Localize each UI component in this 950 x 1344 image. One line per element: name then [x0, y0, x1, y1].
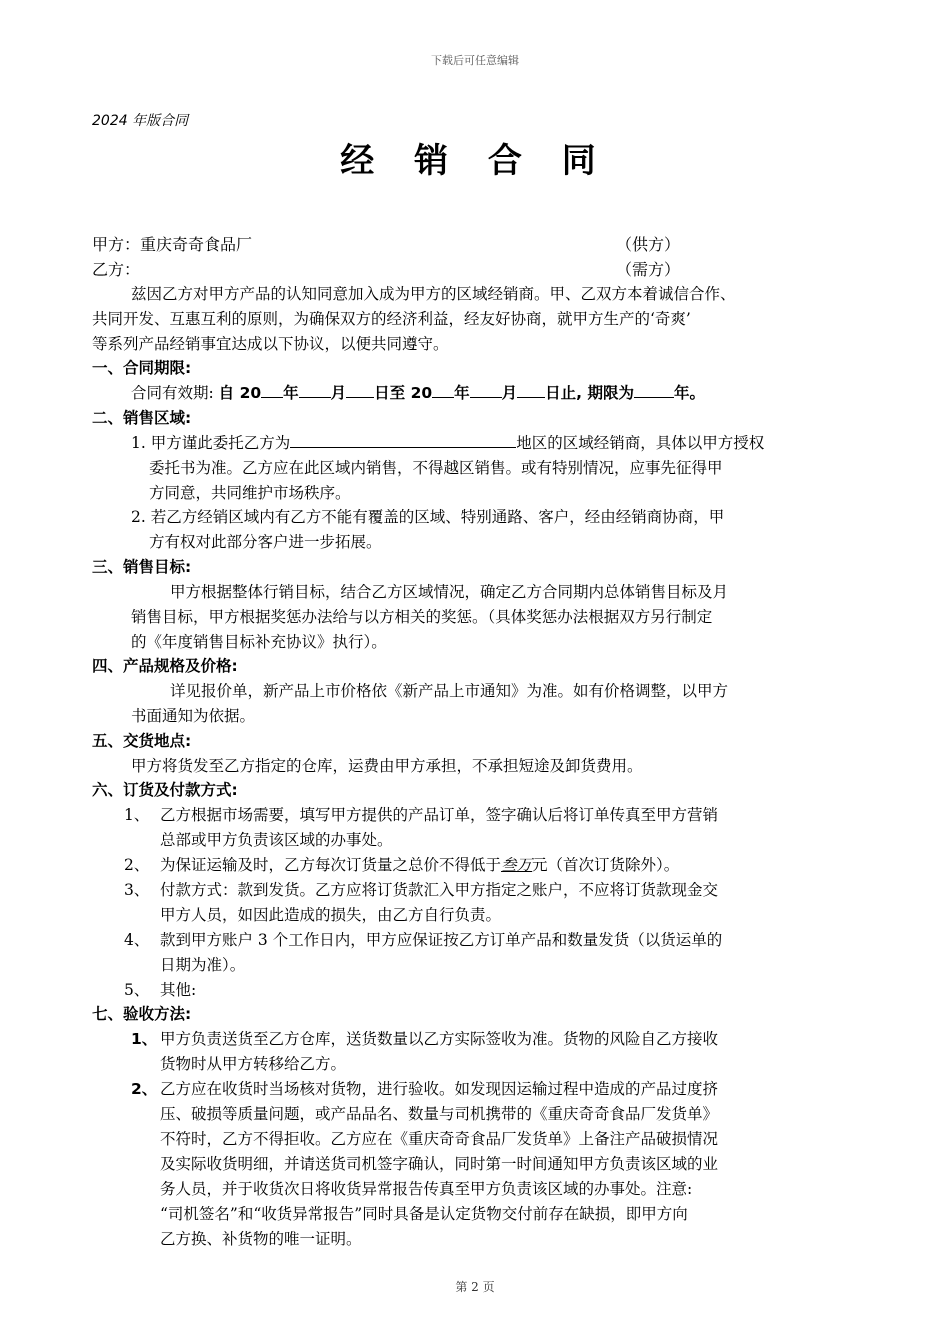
document-title: 经 销 合 同 [340, 141, 610, 181]
intro-line-2: 共同开发、互惠互利的原则，为确保双方的经济利益，经友好协商，就甲方生产的‘奇爽’ [92, 310, 691, 328]
party-b-label: 乙方： [92, 260, 141, 279]
region-item-1-a: 1. 甲方谨此委托乙方为 [131, 434, 291, 452]
section-2-heading: 二、销售区域: [92, 409, 192, 427]
term-year-1: 年 [283, 384, 299, 402]
blank-start-year[interactable] [261, 381, 283, 398]
term-years-suffix: 年。 [673, 384, 705, 402]
page-header: 下载后可任意编辑 [431, 54, 519, 67]
accept-item-1-line-1: 甲方负责送货至乙方仓库，送货数量以乙方实际签收为准。货物的风险自乙方接收 [160, 1030, 719, 1048]
term-until: 日止, 期限为 [545, 384, 634, 402]
order-item-2-line-1 [160, 853, 679, 877]
section-5-heading: 五、交货地点: [92, 732, 192, 750]
price-line-2: 书面通知为依据。 [131, 707, 256, 725]
section-1-heading: 一、合同期限: [92, 359, 192, 377]
order-item-4-line-2: 日期为准）。 [160, 956, 246, 974]
order-item-2-a: 为保证运输及时，乙方每次订货量之总价不得低于 [160, 856, 502, 874]
region-item-1-line-2: 委托书为准。乙方应在此区域内销售，不得越区销售。或有特别情况，应事先征得甲 [149, 459, 723, 477]
section-6-heading: 六、订货及付款方式: [92, 781, 238, 799]
accept-item-2-line-7: 乙方换、补货物的唯一证明。 [160, 1230, 362, 1248]
section-3-heading: 三、销售目标: [92, 558, 192, 576]
accept-item-2-line-4: 及实际收货明细，并请送货司机签字确认，同时第一时间通知甲方负责该区域的业 [160, 1155, 719, 1173]
min-order-amount: 叁万 [501, 856, 533, 874]
order-item-4-line-1: 款到甲方账户 3 个工作日内，甲方应保证按乙方订单产品和数量发货（以货运单的 [160, 931, 723, 949]
delivery-line-1: 甲方将货发至乙方指定的仓库，运费由甲方承担，不承担短途及卸货费用。 [131, 757, 643, 775]
accept-item-2-line-3: 不符时，乙方不得拒收。乙方应在《重庆奇奇食品厂发货单》上备注产品破损情况 [160, 1130, 719, 1148]
target-line-1: 甲方根据整体行销目标，结合乙方区域情况，确定乙方合同期内总体销售目标及月 [170, 583, 729, 601]
term-prefix: 合同有效期: [131, 384, 214, 402]
accept-item-1-line-2: 货物时从甲方转移给乙方。 [160, 1055, 347, 1073]
region-item-2-line-1: 2. 若乙方经销区域内有乙方不能有覆盖的区域、特别通路、客户，经由经销商协商，甲 [131, 508, 725, 526]
order-item-3-line-2: 甲方人员，如因此造成的损失，由乙方自行负责。 [160, 906, 502, 924]
contract-version: 2024 年版合同 [92, 113, 189, 129]
region-item-1-line-3: 方同意，共同维护市场秩序。 [149, 484, 351, 502]
accept-item-2-num: 2、 [131, 1080, 158, 1098]
accept-item-1-num: 1、 [131, 1030, 158, 1048]
blank-end-month[interactable] [470, 381, 502, 398]
blank-region[interactable] [290, 431, 516, 448]
term-line [131, 381, 705, 405]
blank-term-years[interactable] [634, 381, 674, 398]
blank-end-year[interactable] [432, 381, 454, 398]
order-item-1-num: 1、 [124, 806, 150, 824]
term-year-2: 年 [454, 384, 470, 402]
target-line-2: 销售目标，甲方根据奖惩办法给与以方相关的奖惩。（具体奖惩办法根据双方另行制定 [131, 608, 713, 626]
blank-end-day[interactable] [517, 381, 545, 398]
term-from: 自 20 [218, 384, 262, 402]
term-month-2: 月 [501, 384, 518, 402]
region-item-1-line-1 [131, 431, 764, 455]
region-item-1-b: 地区的区域经销商，具体以甲方授权 [516, 434, 765, 452]
accept-item-2-line-1: 乙方应在收货时当场核对货物，进行验收。如发现因运输过程中造成的产品过度挤 [160, 1080, 719, 1098]
target-line-3: 的《年度销售目标补充协议》执行）。 [131, 633, 387, 651]
region-item-2-line-2: 方有权对此部分客户进一步拓展。 [149, 533, 382, 551]
order-item-1-line-2: 总部或甲方负责该区域的办事处。 [160, 831, 393, 849]
order-item-2-c: 元（首次订货除外）。 [532, 856, 680, 874]
section-7-heading: 七、验收方法: [92, 1005, 192, 1023]
term-month-1: 月 [330, 384, 347, 402]
order-item-3-num: 3、 [124, 881, 150, 899]
order-item-5-num: 5、 [124, 981, 150, 999]
accept-item-2-line-5: 务人员，并于收货次日将收货异常报告传真至甲方负责该区域的办事处。注意: [160, 1180, 693, 1198]
party-b-role: （需方） [616, 260, 681, 279]
accept-item-2-line-2: 压、破损等质量问题，或产品品名、数量与司机携带的《重庆奇奇食品厂发货单》 [160, 1105, 719, 1123]
order-item-4-num: 4、 [124, 931, 150, 949]
price-line-1: 详见报价单，新产品上市价格依《新产品上市通知》为准。如有价格调整，以甲方 [170, 682, 729, 700]
order-item-3-line-1: 付款方式：款到发货。乙方应将订货款汇入甲方指定之账户，不应将订货款现金交 [160, 881, 719, 899]
blank-start-day[interactable] [346, 381, 374, 398]
term-to: 日至 20 [374, 384, 433, 402]
intro-line-3: 等系列产品经销事宜达成以下协议，以便共同遵守。 [92, 335, 449, 353]
party-a-role: （供方） [616, 235, 681, 254]
party-a-label: 甲方：重庆奇奇食品厂 [92, 235, 253, 254]
order-item-5-line-1: 其他: [160, 981, 197, 999]
order-item-1-line-1: 乙方根据市场需要，填写甲方提供的产品订单，签字确认后将订单传真至甲方营销 [160, 806, 719, 824]
section-4-heading: 四、产品规格及价格: [92, 657, 238, 675]
intro-line-1: 兹因乙方对甲方产品的认知同意加入成为甲方的区域经销商。甲、乙双方本着诚信合作、 [131, 285, 736, 303]
accept-item-2-line-6: “司机签名”和“收货异常报告”同时具备是认定货物交付前存在缺损，即甲方向 [160, 1205, 688, 1223]
page-footer: 第 2 页 [455, 1280, 495, 1294]
blank-start-month[interactable] [299, 381, 331, 398]
order-item-2-num: 2、 [124, 856, 150, 874]
